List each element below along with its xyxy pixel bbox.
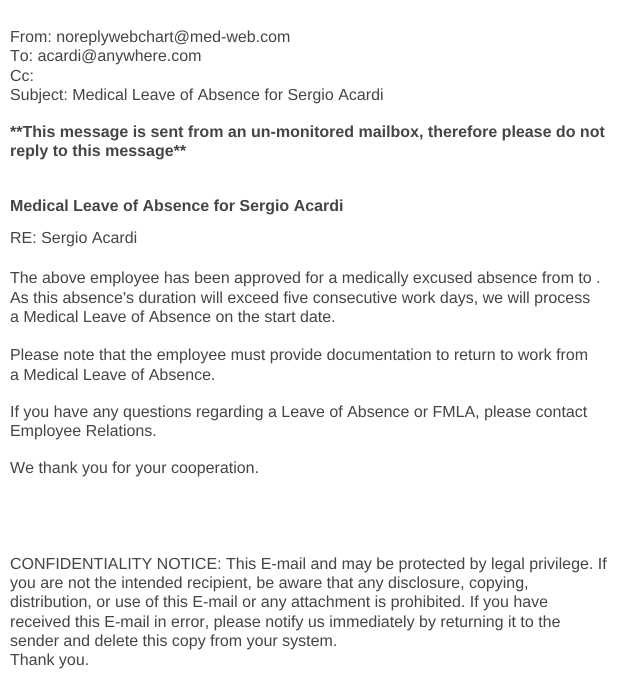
header-subject: [10, 86, 610, 105]
header-from-label: From:: [10, 29, 52, 46]
confidentiality-notice: [10, 555, 610, 671]
email-headers: [10, 28, 610, 105]
header-to: [10, 47, 610, 66]
header-cc-label: Cc:: [10, 67, 34, 85]
paragraph-questions: If you have any questions regarding a Leave of Absence or FMLA, please contact Employee Relations.: [10, 403, 588, 441]
closing-text: Thank you.: [10, 652, 90, 670]
email-body-title: Medical Leave of Absence for Sergio Acardi: [10, 197, 344, 215]
header-from: [10, 28, 610, 47]
header-to-label: To:: [10, 48, 34, 66]
unmonitored-mailbox-warning: **This message is sent from an un-monitored mailbox, therefore please do not reply to this message**: [10, 124, 605, 161]
header-to-value: acardi@anywhere.com: [37, 48, 202, 66]
paragraph-approval: The above employee has been approved for a medically excused absence from to . As this absence's duration will exceed five consecutive work days, we will process a Medical Leave of Absence on the start date.: [10, 270, 601, 326]
paragraph-thanks: We thank you for your cooperation.: [10, 460, 260, 478]
reference-line: RE: Sergio Acardi: [10, 230, 138, 248]
header-from-value: noreplywebchart@med-web.com: [56, 29, 291, 46]
header-cc: [10, 67, 610, 86]
header-subject-label: Subject:: [10, 86, 68, 104]
header-subject-value: Medical Leave of Absence for Sergio Acardi: [72, 86, 384, 104]
confidentiality-text: CONFIDENTIALITY NOTICE: This E-mail and may be protected by legal privilege. If you are not the intended recipient, be aware that any disclosure, copying, distribution, or use of this E-mail or any attachment is prohibited. If you have received this E-mail in error, please notify us immediately by returning it to the sender and delete this copy from your system.: [10, 555, 607, 650]
paragraph-documentation: Please note that the employee must provide documentation to return to work from a Medical Leave of Absence.: [10, 347, 589, 384]
